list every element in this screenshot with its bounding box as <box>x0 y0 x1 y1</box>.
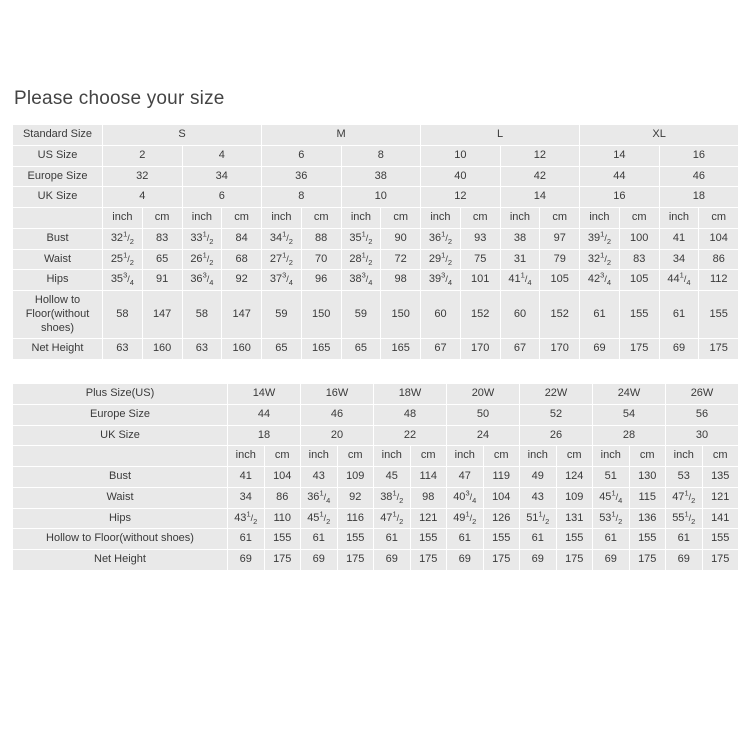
uk-size-7: 18 <box>659 187 739 208</box>
waist2-inch-0: 34 <box>228 487 265 508</box>
plus-size-2: 18W <box>374 384 447 405</box>
uk-size-3: 10 <box>341 187 421 208</box>
unit2-12: inch <box>666 446 703 467</box>
nh2-inch-5: 69 <box>593 550 630 571</box>
uk-size-6: 16 <box>580 187 660 208</box>
eu2-size-6: 56 <box>666 404 739 425</box>
unit-7: cm <box>381 208 421 229</box>
htf2-cm-3: 155 <box>483 529 520 550</box>
hips-cm-6: 105 <box>619 270 659 291</box>
unit2-7: cm <box>483 446 520 467</box>
hips-inch-0: $35^3/_4$ <box>103 270 143 291</box>
htf-inch-4: 60 <box>421 291 461 339</box>
row-label-hips: Hips <box>13 270 103 291</box>
htf-inch-5: 60 <box>500 291 540 339</box>
uk2-size-2: 22 <box>374 425 447 446</box>
hips-cm-7: 112 <box>699 270 739 291</box>
bust-cm-1: 84 <box>222 228 262 249</box>
plus-size-1: 16W <box>301 384 374 405</box>
unit-6: inch <box>341 208 381 229</box>
nh2-cm-4: 175 <box>556 550 593 571</box>
unit-11: cm <box>540 208 580 229</box>
hips-inch-1: $36^3/_4$ <box>182 270 222 291</box>
unit-3: cm <box>222 208 262 229</box>
standard-size-table <box>12 124 739 360</box>
hips2-inch-6: $55^1/_2$ <box>666 508 703 529</box>
plus-size-3: 20W <box>447 384 520 405</box>
table-row-units <box>13 208 739 229</box>
plus-size-0: 14W <box>228 384 301 405</box>
uk2-size-1: 20 <box>301 425 374 446</box>
eu2-size-1: 46 <box>301 404 374 425</box>
waist2-inch-4: 43 <box>520 487 557 508</box>
unit-12: inch <box>580 208 620 229</box>
group-m: M <box>262 125 421 146</box>
unit2-11: cm <box>629 446 666 467</box>
eu2-size-0: 44 <box>228 404 301 425</box>
htf2-inch-6: 61 <box>666 529 703 550</box>
row-label-uk-size-2: UK Size <box>13 425 228 446</box>
eu-size-6: 44 <box>580 166 660 187</box>
hips2-inch-3: $49^1/_2$ <box>447 508 484 529</box>
eu-size-2: 36 <box>262 166 342 187</box>
table2-row-waist <box>13 487 739 508</box>
bust-cm-4: 93 <box>460 228 500 249</box>
eu2-size-2: 48 <box>374 404 447 425</box>
nh2-cm-3: 175 <box>483 550 520 571</box>
waist-cm-3: 72 <box>381 249 421 270</box>
row-label-waist: Waist <box>13 249 103 270</box>
bust-inch-7: 41 <box>659 228 699 249</box>
table2-row-plus-size <box>13 384 739 405</box>
htf2-cm-4: 155 <box>556 529 593 550</box>
us-size-5: 12 <box>500 145 580 166</box>
nh-cm-0: 160 <box>142 339 182 360</box>
hips-cm-4: 101 <box>460 270 500 291</box>
bust-cm-5: 97 <box>540 228 580 249</box>
uk-size-4: 12 <box>421 187 501 208</box>
group-l: L <box>421 125 580 146</box>
htf-inch-2: 59 <box>262 291 302 339</box>
htf-cm-6: 155 <box>619 291 659 339</box>
row-label-net-height: Net Height <box>13 339 103 360</box>
nh-cm-7: 175 <box>699 339 739 360</box>
waist2-cm-4: 109 <box>556 487 593 508</box>
waist-inch-1: $26^1/_2$ <box>182 249 222 270</box>
waist2-cm-2: 98 <box>410 487 447 508</box>
eu-size-7: 46 <box>659 166 739 187</box>
us-size-3: 8 <box>341 145 421 166</box>
nh-cm-4: 170 <box>460 339 500 360</box>
nh-inch-2: 65 <box>262 339 302 360</box>
table2-row-bust <box>13 467 739 488</box>
hips2-cm-0: 110 <box>264 508 301 529</box>
row-label-standard-size: Standard Size <box>13 125 103 146</box>
waist-cm-0: 65 <box>142 249 182 270</box>
htf-inch-7: 61 <box>659 291 699 339</box>
nh-inch-6: 69 <box>580 339 620 360</box>
eu-size-5: 42 <box>500 166 580 187</box>
waist-cm-2: 70 <box>301 249 341 270</box>
bust-inch-5: 38 <box>500 228 540 249</box>
nh-inch-1: 63 <box>182 339 222 360</box>
row-label-europe-size-2: Europe Size <box>13 404 228 425</box>
uk2-size-6: 30 <box>666 425 739 446</box>
hips-inch-7: $44^1/_4$ <box>659 270 699 291</box>
waist-inch-4: $29^1/_2$ <box>421 249 461 270</box>
htf2-cm-0: 155 <box>264 529 301 550</box>
nh-inch-7: 69 <box>659 339 699 360</box>
us-size-0: 2 <box>103 145 183 166</box>
unit-4: inch <box>262 208 302 229</box>
bust-cm-7: 104 <box>699 228 739 249</box>
bust2-cm-1: 109 <box>337 467 374 488</box>
uk-size-0: 4 <box>103 187 183 208</box>
nh-inch-5: 67 <box>500 339 540 360</box>
hips2-inch-5: $53^1/_2$ <box>593 508 630 529</box>
us-size-2: 6 <box>262 145 342 166</box>
hips-cm-2: 96 <box>301 270 341 291</box>
bust-inch-1: $33^1/_2$ <box>182 228 222 249</box>
bust-inch-2: $34^1/_2$ <box>262 228 302 249</box>
table-row-uk-size <box>13 187 739 208</box>
hips-inch-4: $39^3/_4$ <box>421 270 461 291</box>
row-label-us-size: US Size <box>13 145 103 166</box>
htf2-inch-4: 61 <box>520 529 557 550</box>
uk-size-2: 8 <box>262 187 342 208</box>
hips-inch-6: $42^3/_4$ <box>580 270 620 291</box>
row-label-bust-2: Bust <box>13 467 228 488</box>
waist-inch-2: $27^1/_2$ <box>262 249 302 270</box>
bust2-cm-6: 135 <box>702 467 739 488</box>
waist-inch-0: $25^1/_2$ <box>103 249 143 270</box>
waist2-cm-3: 104 <box>483 487 520 508</box>
htf-cm-2: 150 <box>301 291 341 339</box>
bust-inch-3: $35^1/_2$ <box>341 228 381 249</box>
hips-cm-1: 92 <box>222 270 262 291</box>
nh-cm-3: 165 <box>381 339 421 360</box>
hips-cm-0: 91 <box>142 270 182 291</box>
waist-inch-3: $28^1/_2$ <box>341 249 381 270</box>
waist2-cm-0: 86 <box>264 487 301 508</box>
unit-15: cm <box>699 208 739 229</box>
eu2-size-4: 52 <box>520 404 593 425</box>
bust-cm-3: 90 <box>381 228 421 249</box>
htf2-inch-3: 61 <box>447 529 484 550</box>
hips2-inch-0: $43^1/_2$ <box>228 508 265 529</box>
unit2-6: inch <box>447 446 484 467</box>
bust2-inch-6: 53 <box>666 467 703 488</box>
unit2-4: inch <box>374 446 411 467</box>
table-row-bust <box>13 228 739 249</box>
bust-cm-6: 100 <box>619 228 659 249</box>
unit2-9: cm <box>556 446 593 467</box>
table2-row-uk-size <box>13 425 739 446</box>
waist-cm-5: 79 <box>540 249 580 270</box>
unit-13: cm <box>619 208 659 229</box>
uk2-size-5: 28 <box>593 425 666 446</box>
nh2-inch-0: 69 <box>228 550 265 571</box>
hips2-cm-6: 141 <box>702 508 739 529</box>
nh-cm-2: 165 <box>301 339 341 360</box>
hips-cm-3: 98 <box>381 270 421 291</box>
row-label-net-height-2: Net Height <box>13 550 228 571</box>
uk-size-5: 14 <box>500 187 580 208</box>
waist-inch-5: 31 <box>500 249 540 270</box>
plus-size-6: 26W <box>666 384 739 405</box>
row-label-europe-size: Europe Size <box>13 166 103 187</box>
hips-inch-5: $41^1/_4$ <box>500 270 540 291</box>
row-label-uk-size: UK Size <box>13 187 103 208</box>
bust2-cm-4: 124 <box>556 467 593 488</box>
htf-cm-1: 147 <box>222 291 262 339</box>
nh2-inch-6: 69 <box>666 550 703 571</box>
waist2-inch-5: $45^1/_4$ <box>593 487 630 508</box>
table-row-net-height <box>13 339 739 360</box>
unit-14: inch <box>659 208 699 229</box>
plus-size-5: 24W <box>593 384 666 405</box>
us-size-7: 16 <box>659 145 739 166</box>
htf-cm-4: 152 <box>460 291 500 339</box>
bust-cm-0: 83 <box>142 228 182 249</box>
eu2-size-5: 54 <box>593 404 666 425</box>
unit-5: cm <box>301 208 341 229</box>
row-label-plus-size: Plus Size(US) <box>13 384 228 405</box>
nh2-inch-4: 69 <box>520 550 557 571</box>
unit-2: inch <box>182 208 222 229</box>
page-title: Please choose your size <box>14 88 225 109</box>
eu-size-3: 38 <box>341 166 421 187</box>
nh2-inch-2: 69 <box>374 550 411 571</box>
nh2-cm-6: 175 <box>702 550 739 571</box>
table2-row-hips <box>13 508 739 529</box>
waist2-inch-6: $47^1/_2$ <box>666 487 703 508</box>
htf-cm-0: 147 <box>142 291 182 339</box>
hips2-cm-5: 136 <box>629 508 666 529</box>
waist2-inch-3: $40^3/_4$ <box>447 487 484 508</box>
waist2-cm-1: 92 <box>337 487 374 508</box>
hips2-cm-4: 131 <box>556 508 593 529</box>
table-row-hips <box>13 270 739 291</box>
row-label-units <box>13 208 103 229</box>
bust2-cm-0: 104 <box>264 467 301 488</box>
unit-0: inch <box>103 208 143 229</box>
hips2-inch-4: $51^1/_2$ <box>520 508 557 529</box>
unit2-0: inch <box>228 446 265 467</box>
nh2-inch-3: 69 <box>447 550 484 571</box>
hips2-cm-2: 121 <box>410 508 447 529</box>
nh-inch-3: 65 <box>341 339 381 360</box>
hips-inch-2: $37^3/_4$ <box>262 270 302 291</box>
htf2-inch-1: 61 <box>301 529 338 550</box>
nh2-cm-0: 175 <box>264 550 301 571</box>
hips2-cm-3: 126 <box>483 508 520 529</box>
bust2-inch-5: 51 <box>593 467 630 488</box>
bust2-inch-1: 43 <box>301 467 338 488</box>
bust2-cm-2: 114 <box>410 467 447 488</box>
waist2-inch-2: $38^1/_2$ <box>374 487 411 508</box>
nh2-cm-5: 175 <box>629 550 666 571</box>
bust-inch-4: $36^1/_2$ <box>421 228 461 249</box>
unit2-5: cm <box>410 446 447 467</box>
nh2-cm-1: 175 <box>337 550 374 571</box>
nh2-cm-2: 175 <box>410 550 447 571</box>
group-xl: XL <box>580 125 739 146</box>
unit2-2: inch <box>301 446 338 467</box>
htf-inch-1: 58 <box>182 291 222 339</box>
htf2-inch-0: 61 <box>228 529 265 550</box>
waist-inch-6: $32^1/_2$ <box>580 249 620 270</box>
uk2-size-4: 26 <box>520 425 593 446</box>
uk2-size-0: 18 <box>228 425 301 446</box>
row-label-bust: Bust <box>13 228 103 249</box>
bust2-inch-0: 41 <box>228 467 265 488</box>
us-size-4: 10 <box>421 145 501 166</box>
htf2-cm-6: 155 <box>702 529 739 550</box>
row-label-units-2 <box>13 446 228 467</box>
hips2-cm-1: 116 <box>337 508 374 529</box>
htf-inch-6: 61 <box>580 291 620 339</box>
waist2-inch-1: $36^1/_4$ <box>301 487 338 508</box>
table-row-hollow-to-floor <box>13 291 739 339</box>
nh-inch-0: 63 <box>103 339 143 360</box>
hips-inch-3: $38^3/_4$ <box>341 270 381 291</box>
bust-inch-6: $39^1/_2$ <box>580 228 620 249</box>
table2-row-europe-size <box>13 404 739 425</box>
group-s: S <box>103 125 262 146</box>
row-label-hollow-to-floor: Hollow to Floor(without shoes) <box>13 291 103 339</box>
table-row-europe-size <box>13 166 739 187</box>
table-row-waist <box>13 249 739 270</box>
eu-size-0: 32 <box>103 166 183 187</box>
bust2-cm-5: 130 <box>629 467 666 488</box>
unit-1: cm <box>142 208 182 229</box>
waist2-cm-6: 121 <box>702 487 739 508</box>
nh-cm-5: 170 <box>540 339 580 360</box>
htf2-inch-2: 61 <box>374 529 411 550</box>
hips2-inch-2: $47^1/_2$ <box>374 508 411 529</box>
waist-cm-1: 68 <box>222 249 262 270</box>
plus-size-4: 22W <box>520 384 593 405</box>
htf-inch-0: 58 <box>103 291 143 339</box>
row-label-hips-2: Hips <box>13 508 228 529</box>
htf2-inch-5: 61 <box>593 529 630 550</box>
bust2-inch-3: 47 <box>447 467 484 488</box>
hips2-inch-1: $45^1/_2$ <box>301 508 338 529</box>
waist-cm-7: 86 <box>699 249 739 270</box>
nh-inch-4: 67 <box>421 339 461 360</box>
table-row-us-size <box>13 145 739 166</box>
hips-cm-5: 105 <box>540 270 580 291</box>
bust-inch-0: $32^1/_2$ <box>103 228 143 249</box>
table2-row-net-height <box>13 550 739 571</box>
unit-8: inch <box>421 208 461 229</box>
table-row-standard-size <box>13 125 739 146</box>
unit-9: cm <box>460 208 500 229</box>
bust2-cm-3: 119 <box>483 467 520 488</box>
htf2-cm-1: 155 <box>337 529 374 550</box>
waist-cm-6: 83 <box>619 249 659 270</box>
eu-size-4: 40 <box>421 166 501 187</box>
htf-inch-3: 59 <box>341 291 381 339</box>
row-label-waist-2: Waist <box>13 487 228 508</box>
unit-10: inch <box>500 208 540 229</box>
us-size-6: 14 <box>580 145 660 166</box>
nh-cm-1: 160 <box>222 339 262 360</box>
waist-inch-7: 34 <box>659 249 699 270</box>
row-label-hollow-to-floor-2: Hollow to Floor(without shoes) <box>13 529 228 550</box>
table2-row-hollow-to-floor <box>13 529 739 550</box>
us-size-1: 4 <box>182 145 262 166</box>
unit2-3: cm <box>337 446 374 467</box>
nh2-inch-1: 69 <box>301 550 338 571</box>
uk2-size-3: 24 <box>447 425 520 446</box>
unit2-13: cm <box>702 446 739 467</box>
htf-cm-5: 152 <box>540 291 580 339</box>
uk-size-1: 6 <box>182 187 262 208</box>
bust2-inch-2: 45 <box>374 467 411 488</box>
unit2-1: cm <box>264 446 301 467</box>
plus-size-table <box>12 383 739 571</box>
eu-size-1: 34 <box>182 166 262 187</box>
waist2-cm-5: 115 <box>629 487 666 508</box>
htf2-cm-5: 155 <box>629 529 666 550</box>
htf-cm-3: 150 <box>381 291 421 339</box>
unit2-10: inch <box>593 446 630 467</box>
htf-cm-7: 155 <box>699 291 739 339</box>
nh-cm-6: 175 <box>619 339 659 360</box>
bust-cm-2: 88 <box>301 228 341 249</box>
waist-cm-4: 75 <box>460 249 500 270</box>
bust2-inch-4: 49 <box>520 467 557 488</box>
unit2-8: inch <box>520 446 557 467</box>
htf2-cm-2: 155 <box>410 529 447 550</box>
eu2-size-3: 50 <box>447 404 520 425</box>
table2-row-units <box>13 446 739 467</box>
